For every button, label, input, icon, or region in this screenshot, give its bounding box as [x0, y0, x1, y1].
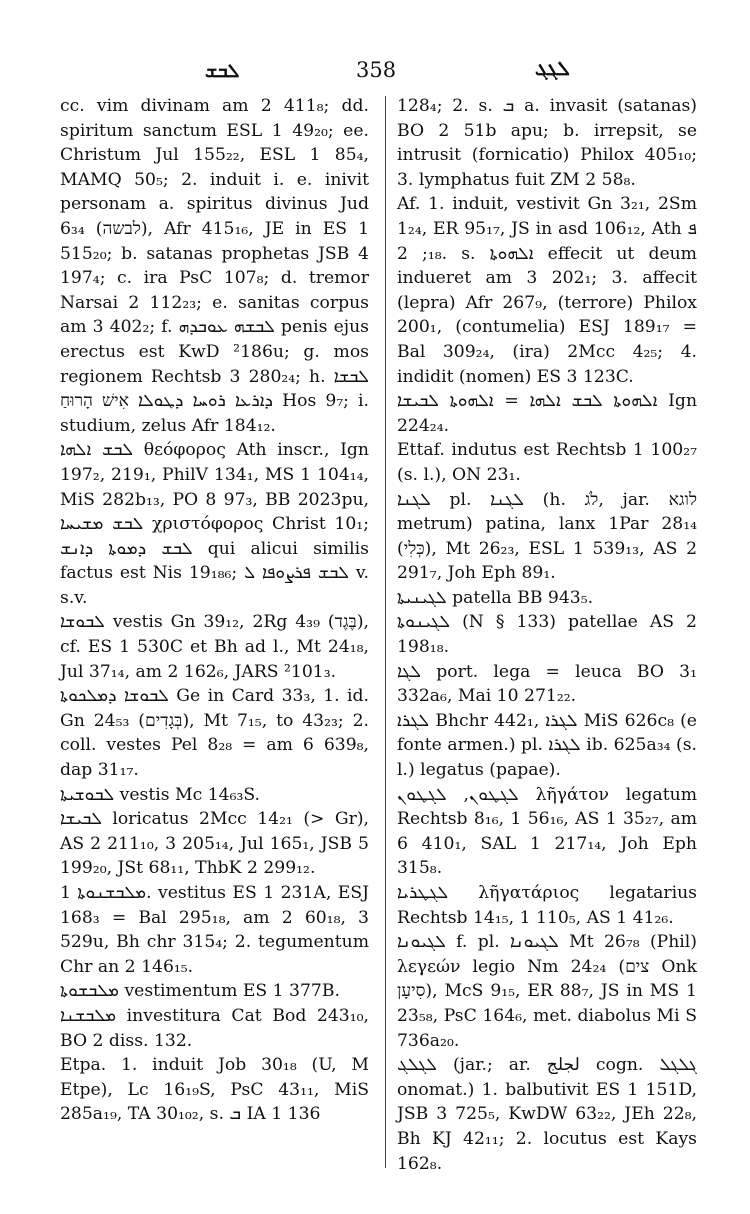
entry-paragraph: ܐܠܗܘܬܐ ܠܒܫ ܐܠܗܐ = ܐܠܗܘܬܐ ܠܒܝܫܐ Ign 224₂₄. — [397, 391, 698, 436]
entry-paragraph: ܠܓܝܢܝܬܐ patella BB 943₅. — [397, 587, 594, 608]
entry-paragraph: ܡܠܒܫܢܘܬܐ 1. vestitus ES 1 231A, ESJ 168₃ = Bal 295₁₈, am 2 60₁₈, 3 529u, Bh chr 315₄; 2. tegumentum Chr an 2 146₁₅. — [60, 883, 369, 977]
entry-paragraph: ܠܒܘܫܐ ܕܡܠܟܘܬܐ Ge in Card 33₃, 1. id. Gn 24₅₃ (בְּגָדִים), Mt 7₁₅, to 43₂₃; 2. coll. vestes Pel 8₂₈ = am 6 639₈, dap 31₁₇. — [60, 686, 370, 781]
header-right-word: ܠܓܓ — [535, 56, 570, 80]
left-column — [60, 94, 369, 1127]
entry-paragraph: Ettaf. indutus est Rechtsb 1 100₂₇ (s. l.), ON 23₁. — [397, 440, 697, 485]
entry-paragraph: ܠܓܢܐ pl. ܠܓܢܐ (h. לֹג, jar. לוגא metrum) patina, lanx 1Par 28₁₄ (כְּלִי), Mt 26₂₃, ESL 1 539₁₃, AS 2 291₇, Joh Eph 89₁. — [397, 489, 697, 584]
right-column — [397, 94, 697, 1176]
entry-paragraph: ܠܓܠܓ (jar.; ar. لجلج cogn. ܓܠܓܠ onomat.) 1. balbutivit ES 1 151D, JSB 3 725₅, KwDW 63₂₂, JEh 22₈, Bh KJ 42₁₁; 2. locutus est Kays 162₈. — [397, 1055, 698, 1174]
entry-paragraph: ܠܓܝܢܘܬܐ (N § 133) patellae AS 2 198₁₈. — [397, 612, 697, 658]
column-divider — [385, 96, 386, 1168]
header-left-word: ܠܒܫ — [205, 60, 240, 82]
entry-paragraph: Etpa. 1. induit Job 30₁₈ (U, M Etpe), Lc 16₁₉S, PsC 43₁₁, MiS 285a₁₉, TA 30₁₀₂, s. ܒ IA 1 136 — [60, 1055, 369, 1125]
running-header — [0, 52, 750, 82]
entry-paragraph: ܠܒܫ ܐܠܗܐ θεόφορος Ath inscr., Ign 197₂, 219₁, PhilV 134₁, MS 1 104₁₄, MiS 282b₁₃, PO 8 97₃, BB 2023pu, ܠܒܫ ܡܫܝܚܐ χριστόφορος Christ 10₁; ܠܒܫ ܕܡܘܬܐ ܕܐܢܫ qui alicui similis factus est Nis 19₁₈₆; ܠܒܫ ܦܪܨܘܦܐ ܠ v. s.v. — [60, 440, 369, 608]
entry-paragraph: ܠܒܝܫܐ loricatus 2Mcc 14₂₁ (> Gr), AS 2 211₁₀, 3 205₁₄, Jul 165₁, JSB 5 199₂₀, JSt 68₁₁, ThbK 2 299₁₂. — [60, 809, 369, 879]
entry-paragraph: 128₄; 2. s. ܒ a. invasit (satanas) BO 2 51b apu; b. irrepsit, se intrusit (fornicatio) Philox 405₁₀; 3. lymphatus fuit ZM 2 58₈. — [397, 96, 698, 190]
entry-paragraph: ܡܠܒܫܘܬܐ vestimentum ES 1 377B. — [60, 981, 340, 1002]
entry-paragraph: ܠܓܝܘܢܐ f. pl. ܠܓܝܘܢܐ Mt 26₇₈ (Phil) λεγεών legio Nm 24₂₄ (צים Onk סִיעָן), McS 9₁₅, ER 88₇, JS in MS 1 23₅₈, PsC 164₆, met. diabolus Mi S 736a₂₀. — [397, 932, 697, 1051]
entry-paragraph: cc. vim divinam am 2 411₈; dd. spiritum sanctum ESL 1 49₂₀; ee. Christum Jul 155₂₂, ESL 1 85₄, MAMQ 50₅; 2. induit i. e. inivit personam a. spiritus divinus Jud 6₃₄ (לבשה), Afr 415₁₆, JE in ES 1 515₂₀; b. satanas prophetas JSB 4 197₄; c. ira PsC 107₈; d. tremor Narsai 2 112₂₃; e. sanitas corpus am 3 402₂; f. ܠܒܫܗ ܥܘܒܕܗ penis ejus erectus est KwD ²186u; g. mos regionem Rechtsb 3 280₂₄; h. ܠܒܫܐ ܕܐܪܥܐ ܪܘܚܐ ܕܛܘܠܐ אִישׁ הָרוּחַ Hos 9₇; i. studium, zelus Afr 184₁₂. — [60, 96, 370, 436]
page-number: 358 — [356, 58, 397, 82]
entry-paragraph: ܠܓܛܘܢ, ܠܓܛܘܢ λῆγάτον legatum Rechtsb 8₁₆, 1 56₁₆, AS 1 35₂₇, am 6 410₁, SAL 1 217₁₄, Joh Eph 315₈. — [397, 784, 697, 879]
entry-paragraph: ܠܒܘܫܝܬܐ vestis Mc 14₆₃S. — [60, 784, 261, 805]
entry-paragraph: ܠܓܐ port. lega = leuca BO 3₁ 332a₆, Mai 10 271₂₂. — [397, 661, 697, 707]
entry-paragraph: ܠܒܘܫܐ vestis Gn 39₁₂, 2Rg 4₃₉ (בֶּגֶד), cf. ES 1 530C et Bh ad l., Mt 24₁₈, Jul 37₁₄, am 2 162₆, JARS ²101₃. — [60, 612, 369, 682]
entry-paragraph: ܠܓܛܪܝܐ λῆγατάριος legatarius Rechtsb 14₁₅, 1 110₅, AS 1 41₂₆. — [397, 883, 697, 928]
entry-paragraph: ܡܠܒܫܢܐ investitura Cat Bod 243₁₀, BO 2 diss. 132. — [60, 1005, 369, 1051]
entry-paragraph: Af. 1. induit, vestivit Gn 3₂₁, 2Sm 1₂₄, ER 95₁₇, JS in asd 106₁₂, Ath ܦ ₁₈; 2. s. ܐܠܗܘܬܐ effecit ut deum indueret am 3 202₁; 3. affecit (lepra) Afr 267₉, (terrore) Philox 200₁, (contumelia) ESJ 189₁₇ = Bal 309₂₄, (ira) 2Mcc 4₂₅; 4. indidit (nomen) ES 3 123C. — [397, 194, 697, 387]
entry-paragraph: ܠܓܪܐ Bhchr 442₁, ܠܓܪܐ MiS 626c₈ (e fonte armen.) pl. ܠܓܪܐ ib. 625a₃₄ (s. l.) legatus (papae). — [397, 710, 697, 781]
